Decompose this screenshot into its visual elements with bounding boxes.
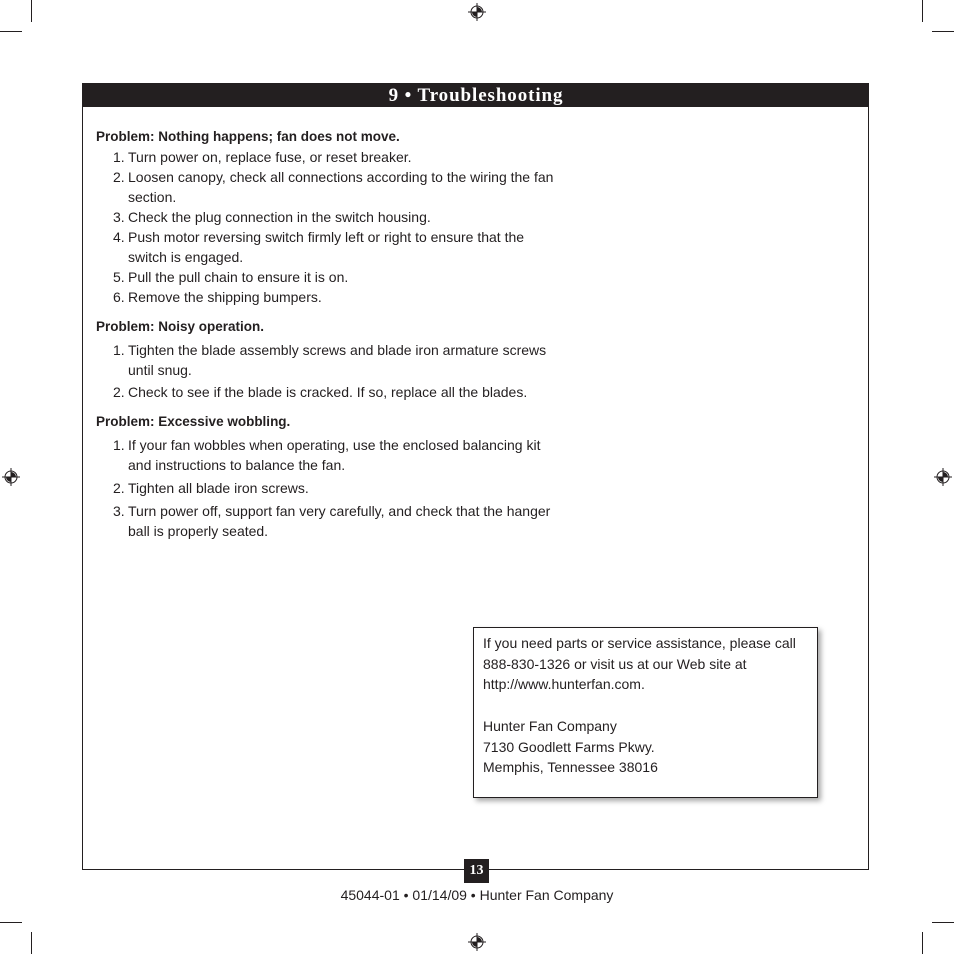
list-item (96, 227, 566, 267)
step-text: Turn power on, replace fuse, or reset breaker. (128, 149, 412, 165)
list-item (96, 382, 566, 402)
address-line: 7130 Goodlett Farms Pkwy. (483, 738, 655, 755)
step-text: Check the plug connection in the switch housing. (128, 209, 431, 225)
list-item (96, 340, 566, 380)
step-number: 2. (113, 169, 125, 185)
crop-mark-icon (0, 922, 22, 923)
list-item (96, 207, 566, 227)
step-number: 1. (113, 342, 125, 358)
step-text: Pull the pull chain to ensure it is on. (128, 269, 349, 285)
step-text: Tighten all blade iron screws. (128, 480, 309, 496)
problem-heading: Problem: Excessive wobbling. (96, 414, 291, 429)
list-item (96, 147, 566, 167)
registration-mark-icon (468, 933, 486, 951)
problem-heading: Problem: Noisy operation. (96, 319, 265, 334)
step-number: 4. (113, 229, 125, 245)
step-number: 2. (113, 384, 125, 400)
page-number: 13 (464, 859, 489, 883)
crop-mark-icon (922, 0, 923, 22)
step-text: Check to see if the blade is cracked. If so, replace all the blades. (128, 384, 528, 400)
step-text: If your fan wobbles when operating, use the enclosed balancing kit and instructions to balance the fan. (128, 437, 541, 473)
registration-mark-icon (468, 3, 486, 21)
problem-section (96, 127, 566, 307)
crop-mark-icon (932, 922, 954, 923)
list-item (96, 478, 566, 498)
step-number: 1. (113, 437, 125, 453)
step-list (96, 340, 566, 402)
page-title: 9 • Troubleshooting (83, 84, 869, 107)
list-item (96, 267, 566, 287)
step-number: 3. (113, 503, 125, 519)
problem-section (96, 412, 566, 541)
step-text: Push motor reversing switch firmly left or right to ensure that the switch is engaged. (128, 229, 525, 265)
problem-section (96, 317, 566, 402)
crop-mark-icon (922, 932, 923, 954)
address-line: Memphis, Tennessee 38016 (483, 759, 658, 776)
step-number: 1. (113, 149, 125, 165)
step-number: 3. (113, 209, 125, 225)
step-text: Remove the shipping bumpers. (128, 289, 322, 305)
crop-mark-icon (31, 932, 32, 954)
step-list (96, 435, 566, 541)
footer-text: 45044-01 • 01/14/09 • Hunter Fan Company (340, 887, 614, 903)
company-name: Hunter Fan Company (483, 717, 617, 734)
step-number: 6. (113, 289, 125, 305)
crop-mark-icon (0, 31, 22, 32)
crop-mark-icon (932, 31, 954, 32)
list-item (96, 435, 566, 475)
list-item (96, 167, 566, 207)
problem-heading: Problem: Nothing happens; fan does not move. (96, 129, 400, 144)
registration-mark-icon (2, 468, 20, 486)
step-text: Loosen canopy, check all connections according to the wiring the fan section. (128, 169, 554, 205)
troubleshooting-content (96, 127, 566, 544)
list-item (96, 501, 566, 541)
step-number: 2. (113, 480, 125, 496)
registration-mark-icon (934, 468, 952, 486)
service-info-box (473, 627, 818, 798)
list-item (96, 287, 566, 307)
crop-mark-icon (31, 0, 32, 22)
step-number: 5. (113, 269, 125, 285)
service-text: If you need parts or service assistance, please call 888-830-1326 or visit us at our Web site at http://www.hunterfan.com. (483, 635, 796, 693)
step-text: Tighten the blade assembly screws and blade iron armature screws until snug. (128, 342, 547, 378)
step-list (96, 147, 566, 307)
step-text: Turn power off, support fan very carefully, and check that the hanger ball is properly seated. (128, 503, 551, 539)
